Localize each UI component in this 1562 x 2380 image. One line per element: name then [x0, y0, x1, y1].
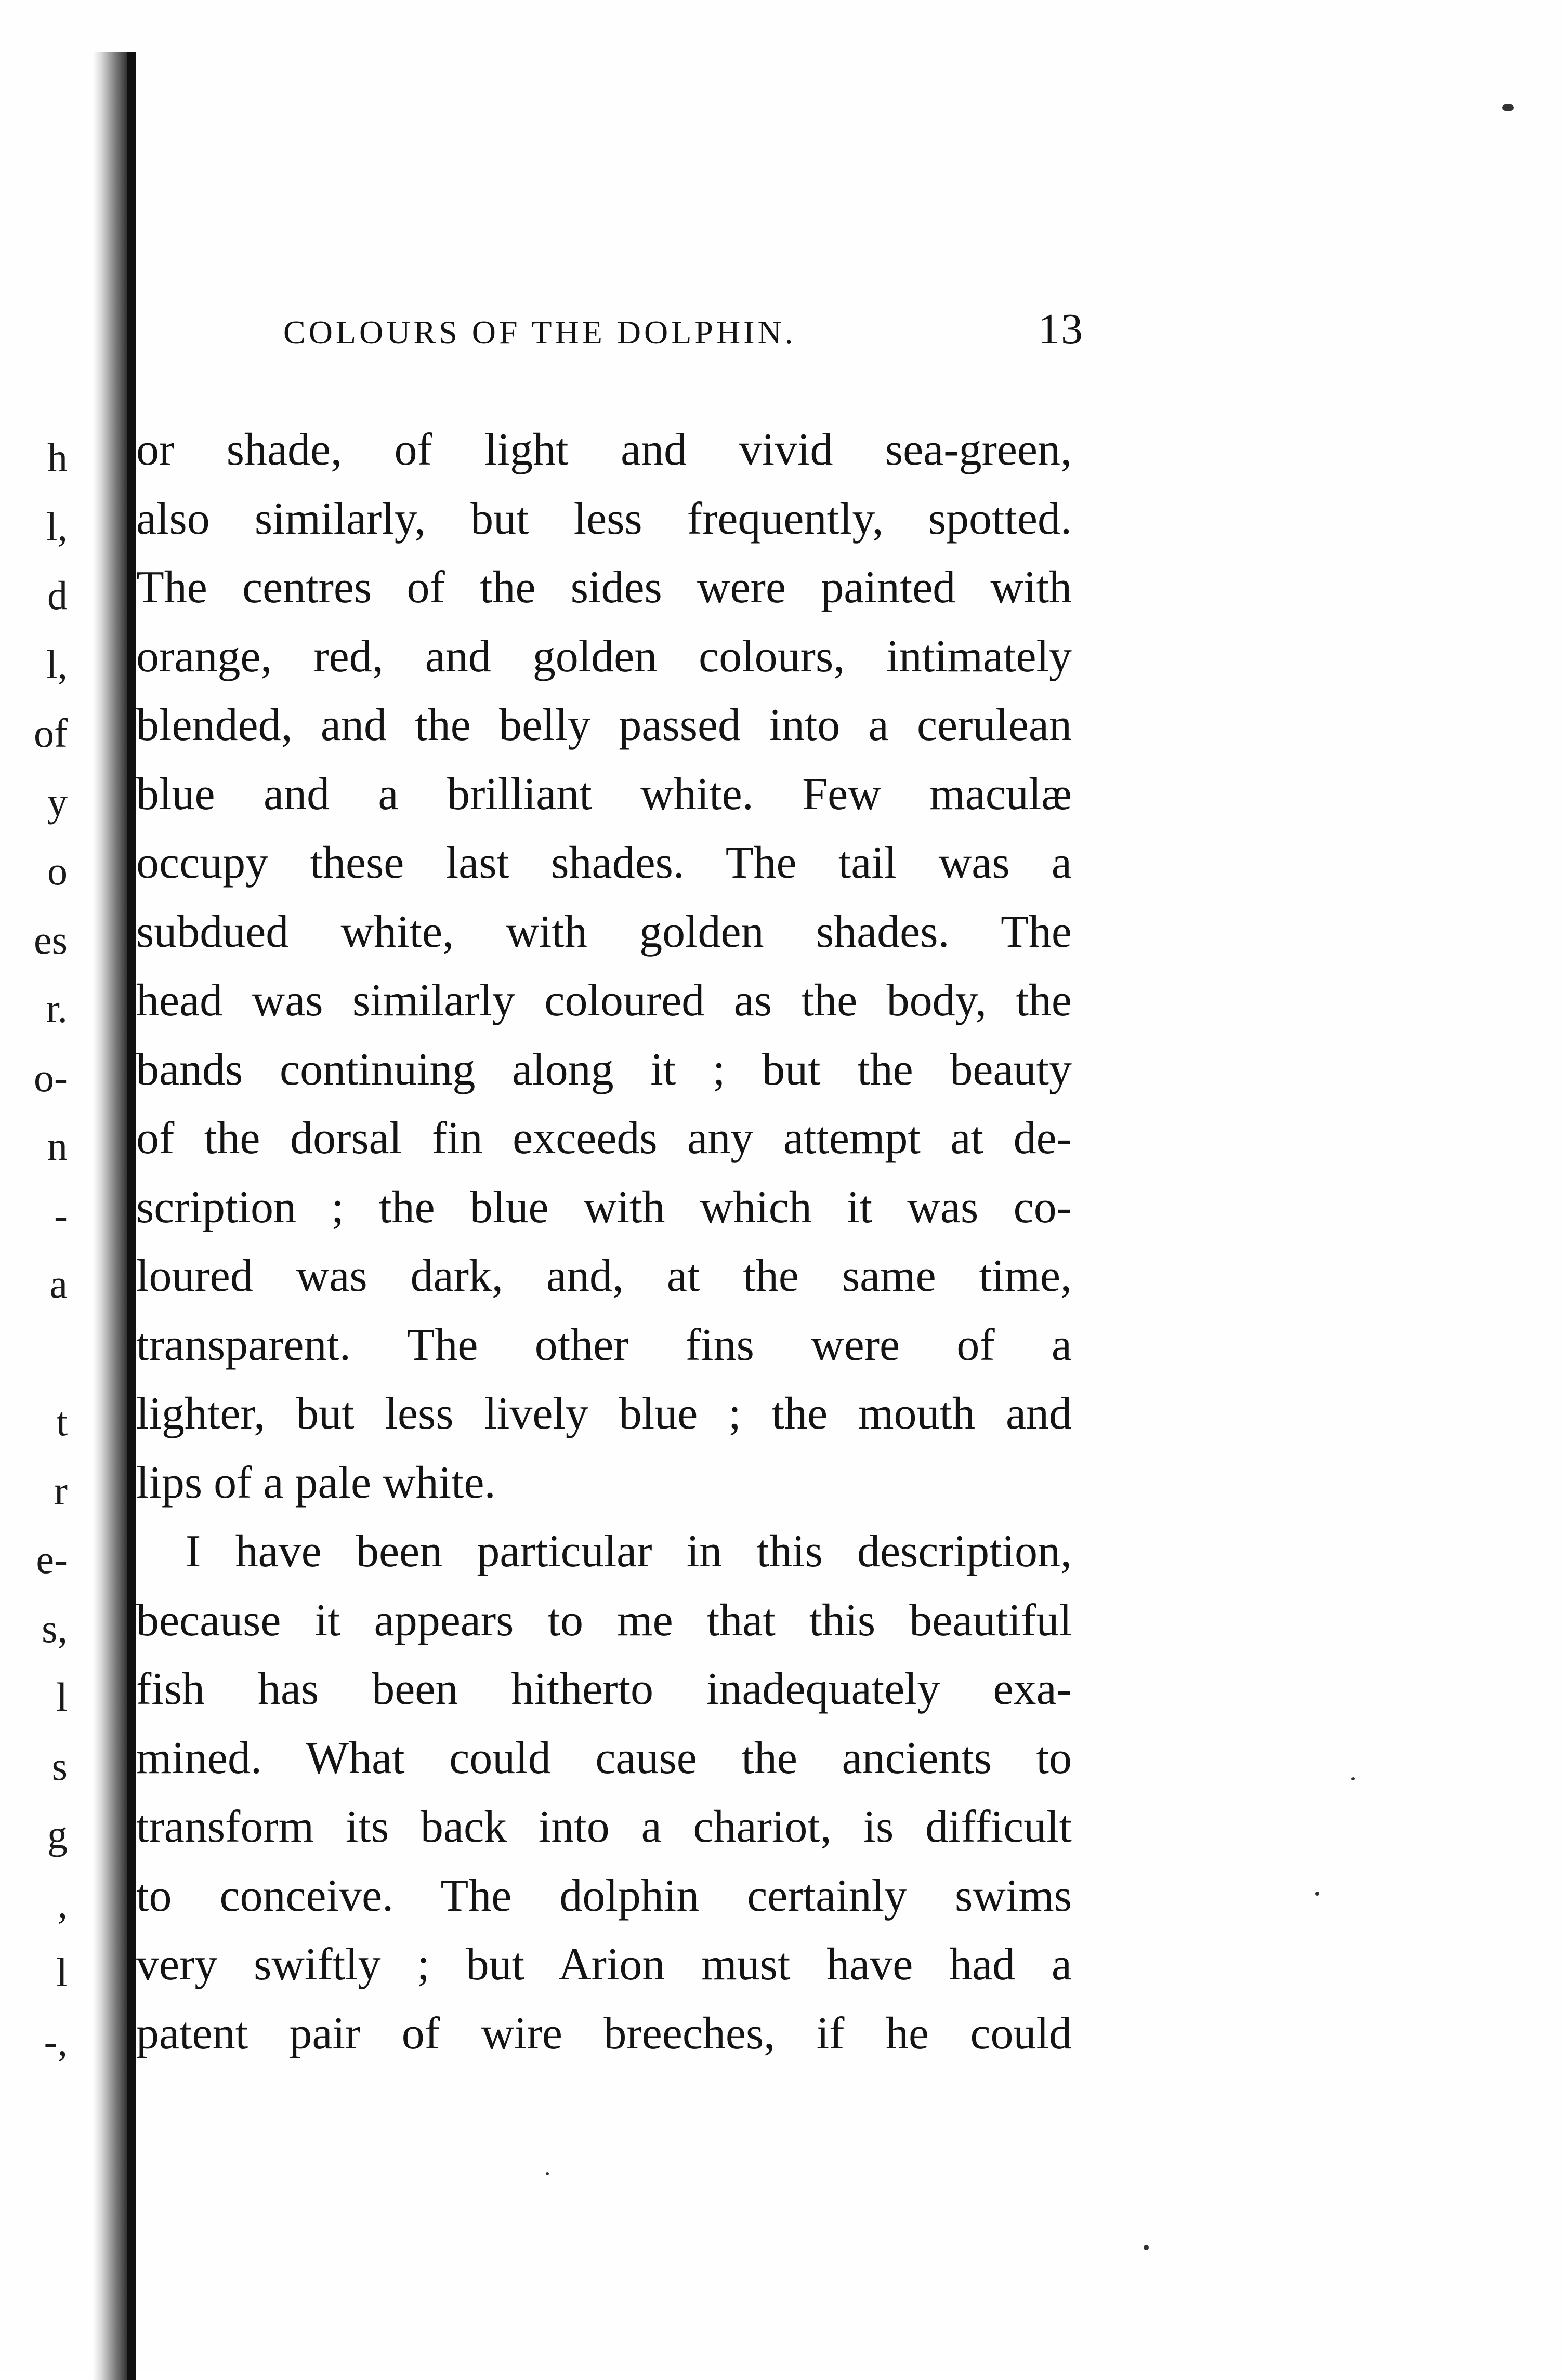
fragment: t	[56, 1399, 68, 1444]
fragment: l	[56, 1674, 68, 1720]
text-line: fish has been hitherto inadequately exa-	[136, 1664, 1072, 1714]
text-line: occupy these last shades. The tail was a	[136, 838, 1072, 888]
text-line: bands continuing along it ; but the beauty	[136, 1044, 1072, 1095]
fragment: ,	[57, 1881, 68, 1926]
text-line: blue and a brilliant white. Few maculæ	[136, 769, 1072, 819]
fragment	[5, 1319, 68, 1388]
text-line: patent pair of wire breeches, if he could	[136, 2008, 1072, 2059]
text-line: transparent. The other fins were of a	[136, 1319, 1072, 1370]
text-line: I have been particular in this description,	[186, 1526, 1072, 1577]
text-line: also similarly, but less frequently, spotted.	[136, 493, 1072, 544]
text-line: head was similarly coloured as the body, the	[136, 975, 1072, 1026]
fragment: o	[47, 848, 68, 893]
fragment: y	[47, 779, 68, 825]
page-number: 13	[1038, 305, 1084, 353]
fragment: es	[34, 917, 68, 962]
binding-edge	[127, 52, 136, 2380]
text-line: blended, and the belly passed into a cerulean	[136, 700, 1072, 750]
fragment: n	[47, 1123, 68, 1169]
fragment: o-	[34, 1054, 68, 1100]
text-line: lighter, but less lively blue ; the mouth and	[136, 1389, 1072, 1439]
text-line: mined. What could cause the ancients to	[136, 1733, 1072, 1783]
text-line: loured was dark, and, at the same time,	[136, 1251, 1072, 1301]
fragment: -,	[44, 2018, 68, 2064]
text-line: to conceive. The dolphin certainly swims	[136, 1870, 1072, 1921]
facing-page-fragments	[5, 424, 68, 2076]
body-text	[136, 416, 1072, 2068]
fragment: l,	[46, 641, 68, 687]
fragment: l,	[46, 504, 68, 549]
text-line: orange, red, and golden colours, intimately	[136, 631, 1072, 682]
text-line: of the dorsal fin exceeds any attempt at de-	[136, 1113, 1072, 1163]
text-line: lips of a pale white.	[136, 1457, 496, 1508]
text-line: transform its back into a chariot, is difficult	[136, 1802, 1072, 1852]
fragment: h	[47, 435, 68, 480]
fragment: d	[47, 573, 68, 618]
scan-speck	[1502, 104, 1514, 111]
scan-speck	[1315, 1892, 1319, 1896]
fragment: of	[34, 710, 68, 756]
text-line: scription ; the blue with which it was co-	[136, 1182, 1072, 1233]
scan-speck	[1351, 1777, 1355, 1780]
text-line: subdued white, with golden shades. The	[136, 906, 1072, 957]
fragment: g	[47, 1812, 68, 1857]
fragment: s	[51, 1743, 68, 1789]
text-line: because it appears to me that this beautiful	[136, 1595, 1072, 1646]
running-title: COLOURS OF THE DOLPHIN.	[283, 314, 796, 351]
scan-speck	[546, 2172, 549, 2175]
fragment: r.	[46, 986, 68, 1031]
fragment: -	[54, 1192, 68, 1238]
fragment: e-	[36, 1537, 68, 1582]
text-line: very swiftly ; but Arion must have had a	[136, 1939, 1072, 1990]
running-header	[283, 304, 1084, 354]
fragment: r	[54, 1467, 68, 1513]
text-line: The centres of the sides were painted with	[136, 562, 1072, 613]
fragment: a	[49, 1261, 68, 1306]
fragment: s,	[42, 1605, 68, 1651]
fragment: l	[56, 1950, 68, 1995]
scan-speck	[1144, 2245, 1149, 2250]
text-line: or shade, of light and vivid sea-green,	[136, 425, 1072, 475]
